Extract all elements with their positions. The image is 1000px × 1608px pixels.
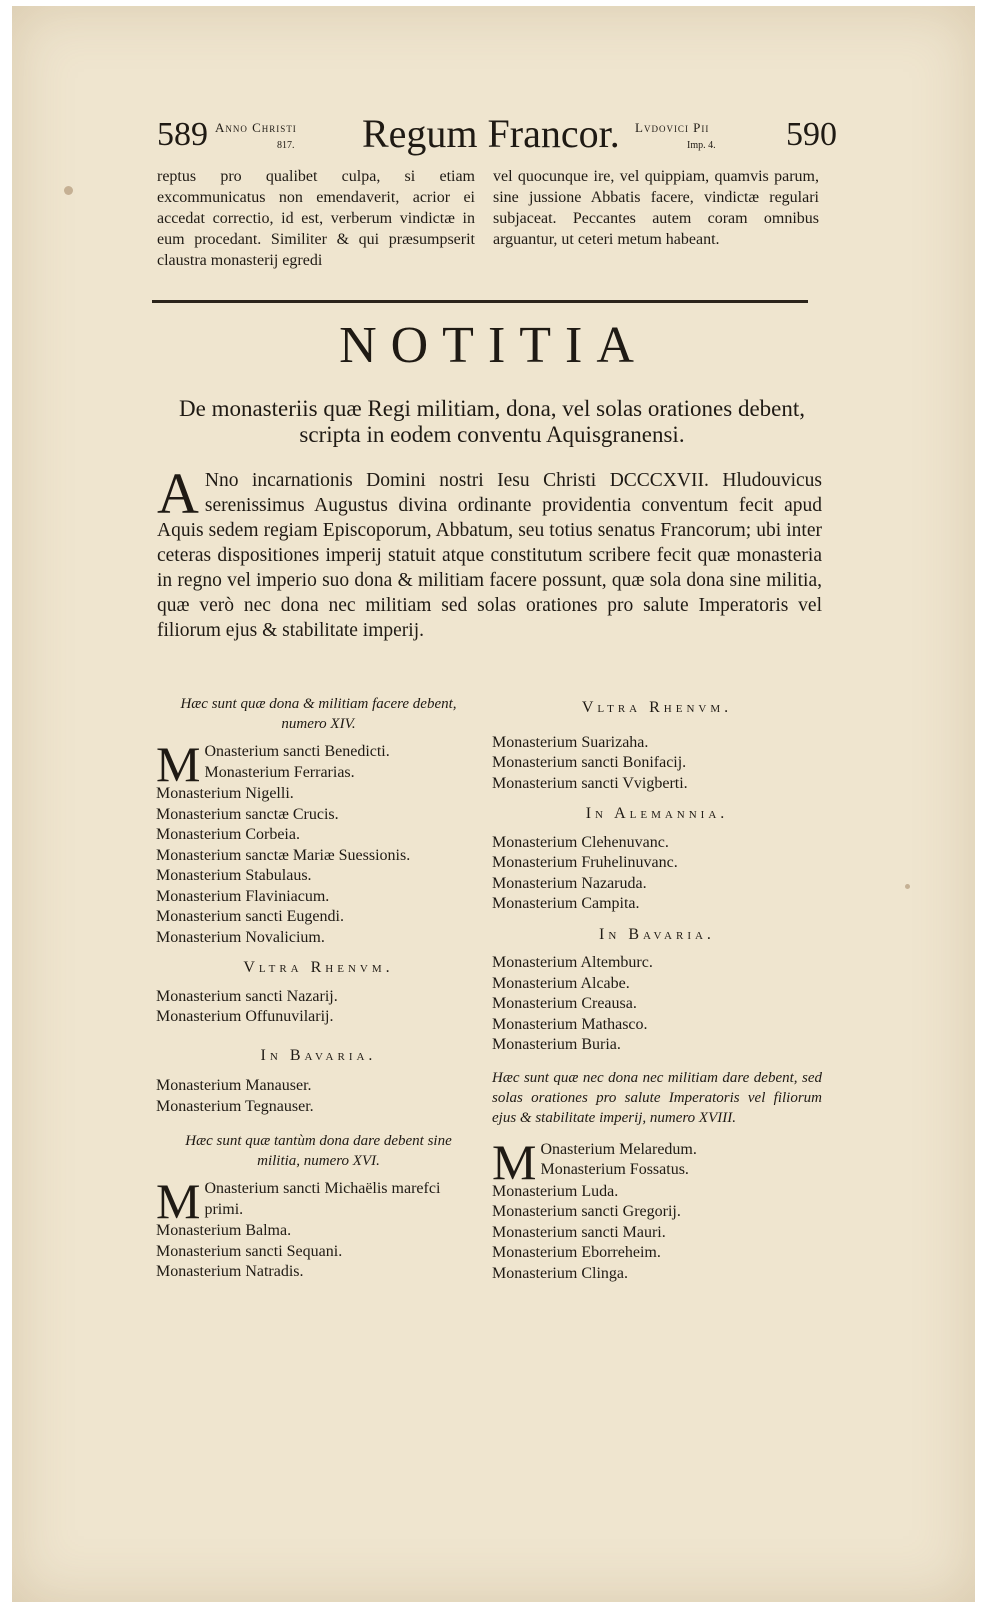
intro-text: Nno incarnationis Domini nostri Iesu Christi DCCCXVII. Hludouvicus serenissimus Augustus divina ordinante providentia conventum fecit apud Aquis sedem regiam Episcoporum, Abbatum, seu totius senatus Francorum; ubi inter ceteras dispositiones imperij statuit atque constitutum scribere fecit quæ monasteria in regno vel imperio suo dona & militiam facere possunt, quæ sola dona sine militia, quæ verò nec dona nec militiam sed solas orationes pro salute Imperatoris vel filiorum ejus & stabilitate imperij.	[157, 470, 822, 641]
list-item: Monasterium Altemburc.	[492, 954, 653, 971]
list-item: Monasterium Suarizaha.	[492, 733, 649, 751]
list-item: Monasterium Eborreheim.	[492, 1244, 661, 1261]
list-item: Monasterium Luda.	[492, 1182, 619, 1200]
heading-tantum-dona: Hæc sunt quæ tantùm dona dare debent sine militia, numero XVI.	[185, 1133, 452, 1169]
list-item: Monasterium Offunuvilarij.	[156, 1008, 334, 1025]
list-item: Monasterium Nigelli.	[156, 785, 294, 802]
list-item: Monasterium Ferrarias.	[204, 763, 355, 781]
intro-paragraph	[157, 461, 822, 643]
drop-cap-m: M	[492, 1139, 537, 1182]
drop-cap-m: M	[156, 742, 201, 784]
list-dona-militia	[156, 742, 481, 948]
imp-label: Imp. 4.	[687, 140, 716, 151]
list-item: Monasterium sancti Gregorij.	[492, 1203, 681, 1220]
list-item: Monasterium Clehenuvanc.	[492, 833, 669, 851]
list-item: Monasterium sancti Nazarij.	[156, 987, 338, 1005]
ludovici-label: Lvdovici Pii	[635, 120, 710, 135]
list-item: Monasterium Campita.	[492, 895, 640, 912]
drop-cap-initial: A	[157, 461, 199, 526]
ink-spot	[64, 186, 73, 195]
book-page	[12, 6, 975, 1602]
list-item: Monasterium sancti Eugendi.	[156, 908, 344, 925]
top-right-text: vel quocunque ire, vel quippiam, quamvis parum, sine jussione Abbatis facere, vindictæ regulari subjaceat. Peccantes autem coram omnibus arguantur, ut ceteri metum habeant.	[493, 168, 819, 248]
section-in-bavaria: In Bavaria.	[599, 925, 715, 943]
list-item: Monasterium sancti Sequani.	[156, 1242, 343, 1260]
list-item: Monasterium Stabulaus.	[156, 867, 312, 884]
list-item: Monasterium Creausa.	[492, 995, 637, 1012]
right-column	[492, 694, 822, 1284]
list-item: Monasterium sanctæ Mariæ Suessionis.	[156, 846, 411, 864]
heading-solas-orationes: Hæc sunt quæ nec dona nec militiam dare debent, sed solas orationes pro salute Imperatoris vel filiorum ejus & stabilitate imperij, numero XVIII.	[492, 1069, 822, 1126]
list-item: Monasterium Balma.	[156, 1222, 292, 1239]
list-item: Monasterium Flaviniacum.	[156, 887, 330, 905]
section-title: NOTITIA	[339, 317, 648, 374]
list-item: Onasterium Melaredum.	[540, 1140, 697, 1158]
heading-dona-militia: Hæc sunt quæ dona & militiam facere debent, numero XIV.	[180, 696, 457, 732]
list-item: Monasterium Corbeia.	[156, 826, 300, 843]
page-number-left: 589	[157, 116, 208, 153]
list-item: Monasterium sanctæ Crucis.	[156, 805, 339, 823]
list-item: Monasterium Manauser.	[156, 1077, 312, 1094]
anno-christi-label: Anno Christi	[215, 120, 297, 135]
section-ultra-rhenum: Vltra Rhenvm.	[581, 699, 733, 716]
horizontal-rule	[152, 300, 808, 303]
list-item: Onasterium sancti Benedicti.	[204, 743, 390, 760]
running-title: Regum Francor.	[362, 111, 620, 156]
year-label: 817.	[277, 140, 295, 151]
section-in-alemannia: In Alemannia.	[585, 805, 729, 822]
left-column	[156, 694, 481, 1283]
list-item: Monasterium Fossatus.	[540, 1161, 689, 1178]
page-number-right: 590	[786, 116, 837, 153]
list-item: Monasterium Nazaruda.	[492, 874, 647, 892]
list-item: Monasterium sancti Bonifacij.	[492, 754, 687, 771]
list-item: Monasterium sancti Vvigberti.	[492, 774, 688, 792]
section-ultra-rhenum: Vltra Rhenvm.	[243, 959, 394, 976]
ink-spot	[905, 884, 910, 889]
drop-cap-m: M	[156, 1179, 201, 1221]
page-header	[157, 112, 837, 166]
list-item: Onasterium sancti Michaëlis marefci primi.	[204, 1180, 441, 1218]
top-left-text: reptus pro qualibet culpa, si etiam excommunicatus non emendaverit, acrior ei accedat correctio, id est, verberum vindictæ in eum procedant. Similiter & qui præsumpserit claustra monasterij egredi	[157, 168, 475, 269]
list-item: Monasterium Buria.	[492, 1036, 621, 1053]
list-item: Monasterium Clinga.	[492, 1264, 628, 1282]
list-item: Monasterium Alcabe.	[492, 974, 630, 992]
list-item: Monasterium Mathasco.	[492, 1015, 648, 1033]
section-in-bavaria: In Bavaria.	[260, 1046, 377, 1064]
list-item: Monasterium Natradis.	[156, 1263, 304, 1280]
section-subtitle: De monasteriis quæ Regi militiam, dona, vel solas orationes debent, scripta in eodem conventu Aquisgranensi.	[179, 396, 805, 447]
list-item: Monasterium Fruhelinuvanc.	[492, 854, 678, 871]
list-item: Monasterium Tegnauser.	[156, 1097, 314, 1115]
list-item: Monasterium Novalicium.	[156, 928, 325, 946]
list-item: Monasterium sancti Mauri.	[492, 1223, 666, 1241]
